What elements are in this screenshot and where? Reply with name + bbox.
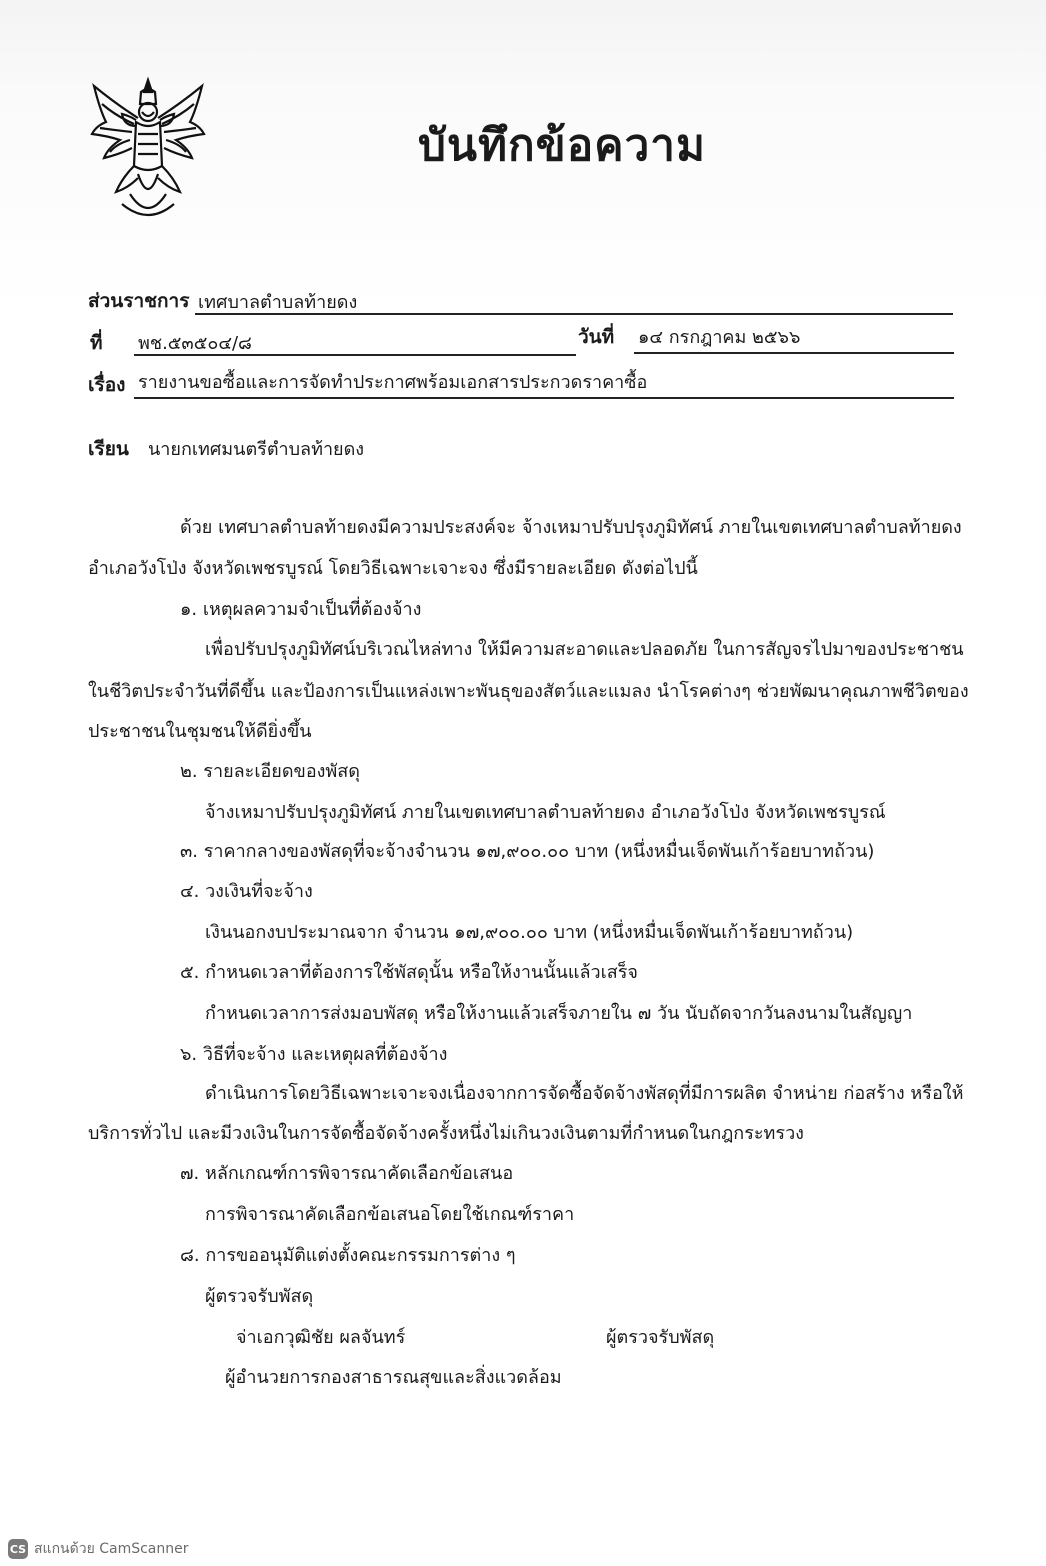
garuda-emblem-icon: [86, 74, 210, 224]
committee-member-name: จ่าเอกวุฒิชัย ผลจันทร์: [236, 1327, 406, 1348]
section-2-heading: ๒. รายละเอียดของพัสดุ: [180, 761, 360, 782]
to-label: เรียน: [88, 438, 129, 460]
to-value: นายกเทศมนตรีตำบลท้ายดง: [148, 439, 365, 460]
section-8-subheading: ผู้ตรวจรับพัสดุ: [205, 1286, 314, 1307]
section-5-line-1: กำหนดเวลาการส่งมอบพัสดุ หรือให้งานแล้วเสร็จภายใน ๗ วัน นับถัดจากวันลงนามในสัญญา: [205, 1003, 913, 1024]
section-6-line-2: บริการทั่วไป และมีวงเงินในการจัดซื้อจัดจ้างครั้งหนึ่งไม่เกินวงเงินตามที่กำหนดในกฎกระทรวง: [88, 1123, 804, 1144]
subject-label: เรื่อง: [88, 374, 126, 396]
section-3-line: ๓. ราคากลางของพัสดุที่จะจ้างจำนวน ๑๗,๙๐๐.๐๐ บาท (หนึ่งหมื่นเจ็ดพันเก้าร้อยบาทถ้วน): [180, 841, 875, 862]
agency-underline: [195, 313, 953, 315]
document-title: บันทึกข้อความ: [418, 120, 707, 171]
camscanner-logo-icon: CS: [8, 1539, 28, 1559]
section-4-line-1: เงินนอกงบประมาณจาก จำนวน ๑๗,๙๐๐.๐๐ บาท (หนึ่งหมื่นเจ็ดพันเก้าร้อยบาทถ้วน): [205, 922, 854, 943]
scanner-watermark: [8, 1538, 189, 1560]
date-label: วันที่: [578, 326, 615, 348]
section-2-line-1: จ้างเหมาปรับปรุงภูมิทัศน์ ภายในเขตเทศบาลตำบลท้ายดง อำเภอวังโป่ง จังหวัดเพชรบูรณ์: [205, 802, 886, 823]
section-1-heading: ๑. เหตุผลความจำเป็นที่ต้องจ้าง: [180, 599, 422, 620]
date-value: ๑๔ กรกฎาคม ๒๕๖๖: [638, 327, 801, 348]
committee-member-position: ผู้อำนวยการกองสาธารณสุขและสิ่งแวดล้อม: [225, 1367, 562, 1388]
ref-underline: [134, 354, 576, 356]
section-7-line-1: การพิจารณาคัดเลือกข้อเสนอโดยใช้เกณฑ์ราคา: [205, 1204, 575, 1225]
section-1-line-2: ในชีวิตประจำวันที่ดีขึ้น และป้องการเป็นแหล่งเพาะพันธุของสัตว์และแมลง นำโรคต่างๆ ช่วยพัฒนาคุณภาพชีวิตของ: [88, 681, 969, 702]
section-8-heading: ๘. การขออนุมัติแต่งตั้งคณะกรรมการต่าง ๆ: [180, 1245, 516, 1266]
subject-value: รายงานขอซื้อและการจัดทำประกาศพร้อมเอกสารประกวดราคาซื้อ: [138, 372, 648, 393]
committee-member-role: ผู้ตรวจรับพัสดุ: [606, 1327, 715, 1348]
intro-line-2: อำเภอวังโป่ง จังหวัดเพชรบูรณ์ โดยวิธีเฉพาะเจาะจง ซึ่งมีรายละเอียด ดังต่อไปนี้: [88, 558, 698, 579]
section-5-heading: ๕. กำหนดเวลาที่ต้องการใช้พัสดุนั้น หรือให้งานนั้นแล้วเสร็จ: [180, 962, 638, 983]
ref-label: ที่: [90, 332, 103, 354]
section-7-heading: ๗. หลักเกณฑ์การพิจารณาคัดเลือกข้อเสนอ: [180, 1163, 514, 1184]
section-6-line-1: ดำเนินการโดยวิธีเฉพาะเจาะจงเนื่องจากการจัดซื้อจัดจ้างพัสดุที่มีการผลิต จำหน่าย ก่อสร้าง หรือให้: [205, 1083, 964, 1104]
section-6-heading: ๖. วิธีที่จะจ้าง และเหตุผลที่ต้องจ้าง: [180, 1044, 448, 1065]
date-underline: [634, 352, 954, 354]
section-4-heading: ๔. วงเงินที่จะจ้าง: [180, 881, 313, 902]
intro-line-1: ด้วย เทศบาลตำบลท้ายดงมีความประสงค์จะ จ้างเหมาปรับปรุงภูมิทัศน์ ภายในเขตเทศบาลตำบลท้ายดง: [180, 517, 962, 538]
ref-value: พช.๕๓๕๐๔/๘: [138, 333, 252, 354]
subject-underline: [134, 397, 954, 399]
agency-value: เทศบาลตำบลท้ายดง: [198, 292, 358, 313]
agency-label: ส่วนราชการ: [88, 290, 190, 312]
scanner-watermark-text: สแกนด้วย CamScanner: [34, 1541, 189, 1557]
section-1-line-3: ประชาชนในชุมชนให้ดียิ่งขึ้น: [88, 721, 312, 742]
section-1-line-1: เพื่อปรับปรุงภูมิทัศน์บริเวณไหล่ทาง ให้มีความสะอาดและปลอดภัย ในการสัญจรไปมาของประชาชน: [205, 639, 964, 660]
